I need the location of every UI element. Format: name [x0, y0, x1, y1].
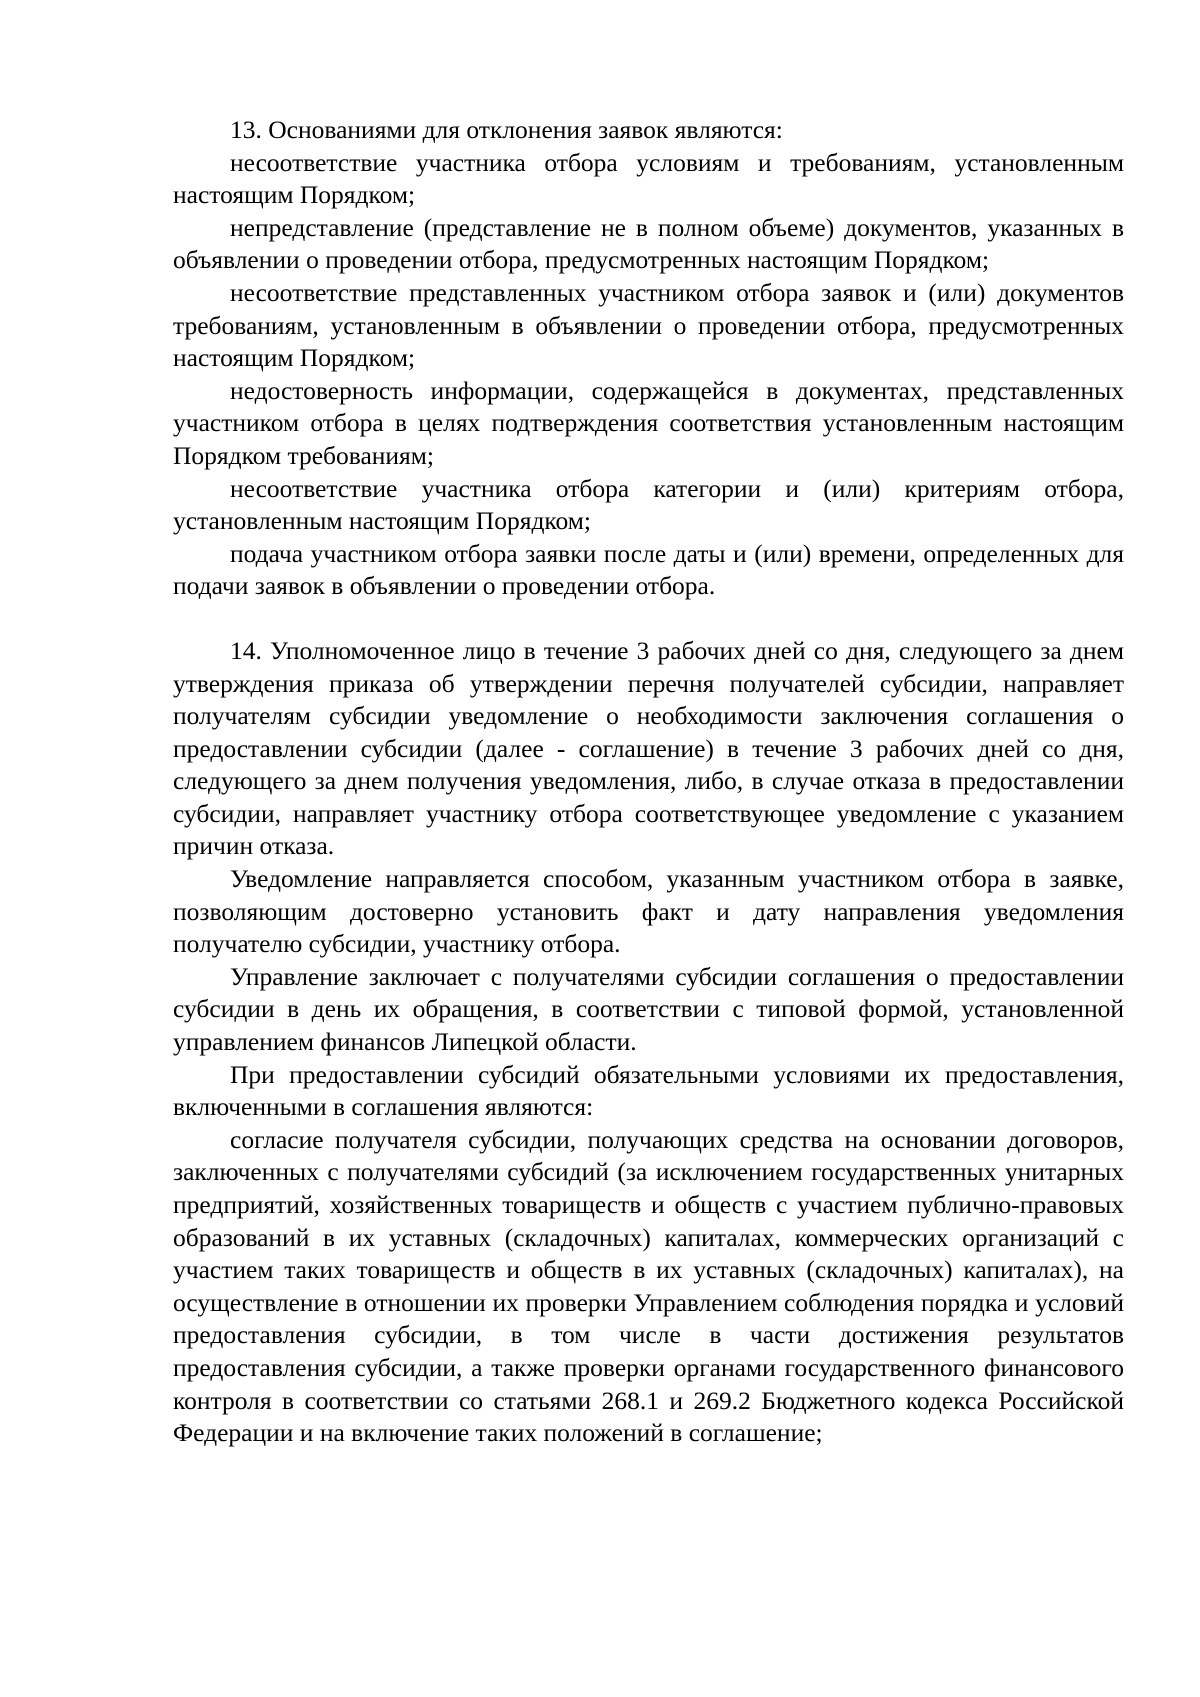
section-13-item-4: недостоверность информации, содержащейся в документах, представленных участником отбора в целях подтверждения соответствия установленным настоящим Порядком требованиям; — [173, 375, 1124, 470]
section-13-heading: 13. Основаниями для отклонения заявок являются: — [230, 115, 783, 144]
section-14-paragraph-5: согласие получателя субсидии, получающих средства на основании договоров, заключенных с получателями субсидий (за исключением государственных унитарных предприятий, хозяйственных товариществ и обществ с участием публично-правовых образований в их уставных (складочных) капиталах, коммерческих организаций с участием таких товариществ и обществ в их уставных (складочных) капиталах), на осуществление в отношении их проверки Управлением соблюдения порядка и условий предоставления субсидии, в том числе в части достижения результатов предоставления субсидии, а также проверки органами государственного финансового контроля в соответствии со статьями 268.1 и 269.2 Бюджетного кодекса Российской Федерации и на включение таких положений в соглашение; — [173, 1124, 1124, 1448]
section-14-paragraph-3: Управление заключает с получателями субсидии соглашения о предоставлении субсидии в день их обращения, в соответствии с типовой формой, установленной управлением финансов Липецкой области. — [173, 961, 1124, 1057]
section-13-item-2: непредставление (представление не в полном объеме) документов, указанных в объявлении о проведении отбора, предусмотренных настоящим Порядком; — [173, 212, 1124, 275]
document-page — [173, 114, 1124, 1450]
section-13-item-3: несоответствие представленных участником отбора заявок и (или) документов требованиям, установленным в объявлении о проведении отбора, предусмотренных настоящим Порядком; — [173, 277, 1124, 373]
section-spacer — [173, 603, 1124, 635]
section-14-paragraph-4: При предоставлении субсидий обязательными условиями их предоставления, включенными в соглашения являются: — [173, 1059, 1124, 1122]
section-13-item-5: несоответствие участника отбора категории и (или) критериям отбора, установленным настоящим Порядком; — [173, 473, 1124, 536]
section-13-item-1: несоответствие участника отбора условиям и требованиям, установленным настоящим Порядком; — [173, 147, 1124, 210]
section-14-paragraph-1: 14. Уполномоченное лицо в течение 3 рабочих дней со дня, следующего за днем утверждения приказа об утверждении перечня получателей субсидии, направляет получателям субсидии уведомление о необходимости заключения соглашения о предоставлении субсидии (далее - соглашение) в течение 3 рабочих дней со дня, следующего за днем получения уведомления, либо, в случае отказа в предоставлении субсидии, направляет участнику отбора соответствующее уведомление с указанием причин отказа. — [173, 635, 1124, 861]
section-13-item-6: подача участником отбора заявки после даты и (или) времени, определенных для подачи заявок в объявлении о проведении отбора. — [173, 538, 1124, 601]
section-14-paragraph-2: Уведомление направляется способом, указанным участником отбора в заявке, позволяющим достоверно установить факт и дату направления уведомления получателю субсидии, участнику отбора. — [173, 864, 1124, 959]
